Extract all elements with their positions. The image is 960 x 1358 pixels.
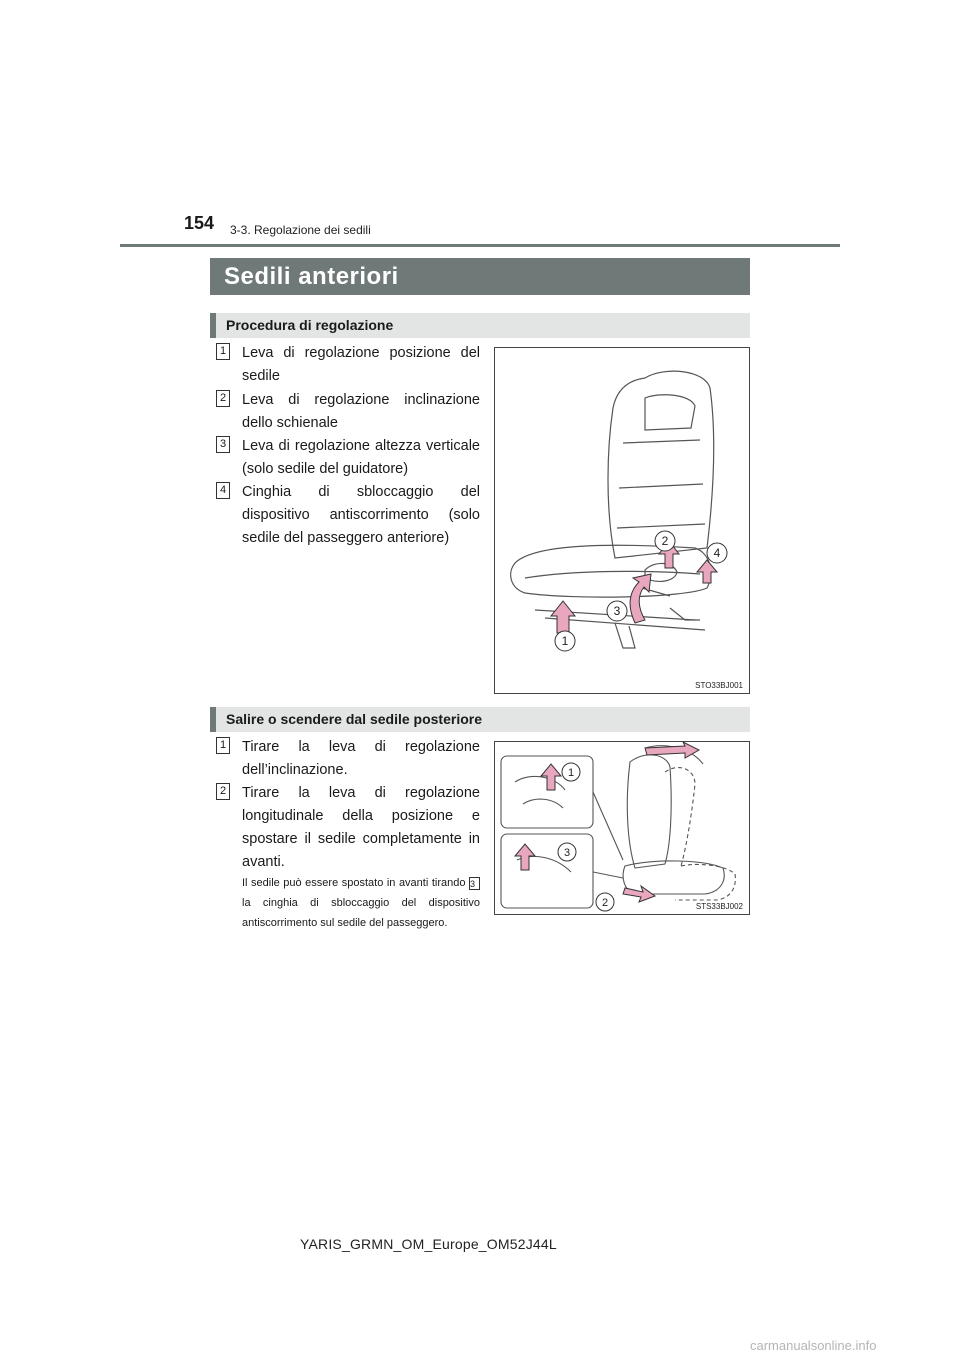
rear-access-illustration	[494, 741, 750, 915]
figure-code: STS33BJ002	[695, 902, 743, 911]
fold-arrow-icon	[645, 742, 699, 758]
list-item	[216, 782, 480, 874]
arrow-3-icon	[515, 844, 535, 870]
callout-1: 1	[567, 767, 575, 779]
note-text-after: la cinghia di sbloccaggio del dispositivo antiscorrimento sul sedile del passeggero.	[242, 897, 480, 929]
section-path: 3-3. Regolazione dei sedili	[230, 223, 371, 237]
note-text-before: Il sedile può essere spostato in avanti tirando	[242, 877, 466, 889]
seat-fold-drawing	[495, 742, 749, 914]
seat-drawing	[495, 348, 749, 693]
callout-1: 1	[561, 634, 569, 648]
arrow-1-icon	[551, 601, 575, 633]
item-text: Leva di regolazione inclinazione dello schienale	[242, 392, 480, 431]
list-item	[216, 736, 480, 782]
item-text: Tirare la leva di regolazione longitudinale della posizione e spostare il sedile completamente in avanti.	[242, 785, 480, 870]
item-text: Leva di regolazione posizione del sedile	[242, 345, 480, 384]
document-id: YARIS_GRMN_OM_Europe_OM52J44L	[300, 1236, 557, 1252]
item-number-badge: 1	[216, 737, 230, 754]
inline-number-badge: 3	[469, 877, 480, 890]
section-heading-adjustment: Procedura di regolazione	[210, 313, 750, 338]
item-text: Tirare la leva di regolazione dell’inclinazione.	[242, 739, 480, 778]
list-item	[216, 481, 480, 550]
section-heading-rear-access: Salire o scendere dal sedile posteriore	[210, 707, 750, 732]
arrow-2-icon	[623, 886, 655, 902]
callout-2: 2	[661, 534, 669, 548]
item-number-badge: 2	[216, 390, 230, 407]
item-number-badge: 1	[216, 343, 230, 360]
list-item	[216, 389, 480, 435]
callout-3: 3	[563, 847, 571, 859]
arrow-4-icon	[697, 560, 717, 583]
item-number-badge: 2	[216, 783, 230, 800]
figure-code: STO33BJ001	[695, 681, 743, 690]
item-number-badge: 4	[216, 482, 230, 499]
list-item	[216, 435, 480, 481]
watermark: carmanualsonline.info	[750, 1338, 877, 1353]
item-text: Cinghia di sbloccaggio del dispositivo antiscorrimento (solo sedile del passeggero anteriore)	[242, 484, 480, 546]
item-number-badge: 3	[216, 436, 230, 453]
item-text: Leva di regolazione altezza verticale (solo sedile del guidatore)	[242, 438, 480, 477]
callout-3: 3	[613, 604, 621, 618]
note-paragraph	[242, 873, 480, 933]
front-seat-illustration	[494, 347, 750, 694]
arrow-3-icon	[630, 574, 651, 623]
header-divider	[120, 244, 840, 247]
list-item	[216, 342, 480, 388]
callout-4: 4	[713, 546, 721, 560]
page-title: Sedili anteriori	[210, 258, 750, 295]
callout-2: 2	[601, 897, 609, 909]
page-number: 154	[184, 213, 215, 233]
